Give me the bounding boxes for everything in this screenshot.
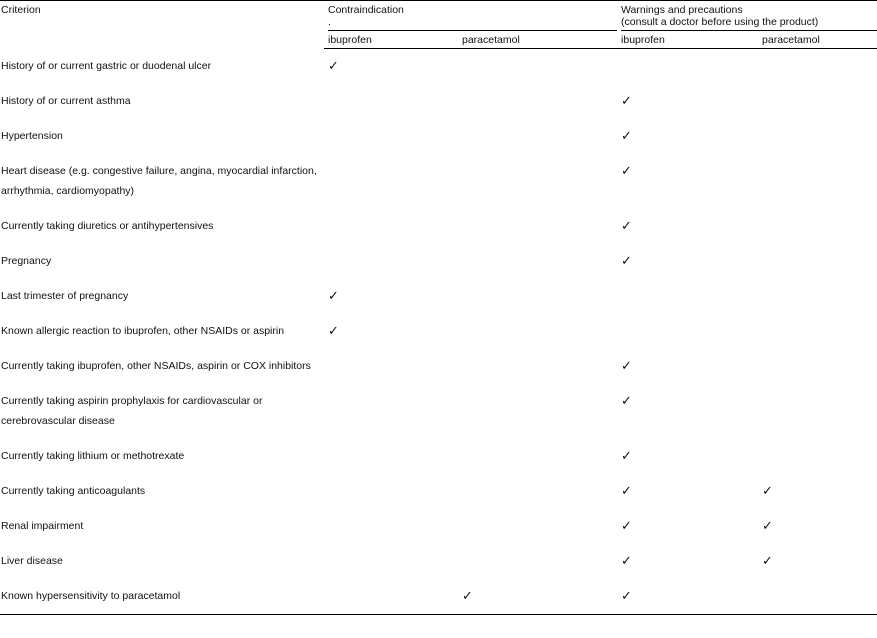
contraindication-paracetamol-cell: [458, 279, 617, 314]
ci-paracetamol-header: paracetamol: [458, 31, 617, 49]
contraindication-ibuprofen-cell: [324, 349, 458, 384]
contraindication-ibuprofen-cell: [324, 474, 458, 509]
contraindication-ibuprofen-cell: ✓: [328, 288, 339, 303]
table-row: [0, 314, 877, 349]
table-row: [0, 384, 877, 439]
table-body: [0, 49, 877, 615]
contraindication-paracetamol-cell: [458, 349, 617, 384]
table-header: [0, 1, 877, 49]
warning-paracetamol-cell: [755, 244, 877, 279]
criterion-cell: History of or current gastric or duodenal ulcer: [1, 59, 212, 72]
criterion-header-label: Criterion: [1, 4, 41, 16]
contraindication-paracetamol-cell: [458, 209, 617, 244]
criterion-cell: Last trimester of pregnancy: [1, 290, 129, 302]
warning-paracetamol-cell: [755, 384, 877, 439]
warnings-header-inner: [621, 4, 877, 31]
table-row: [0, 209, 877, 244]
table-row: [0, 119, 877, 154]
criterion-cell: Known hypersensitivity to paracetamol: [0, 579, 324, 615]
criterion-cell: Renal impairment: [1, 520, 84, 532]
warnings-label-line1: Warnings and precautions: [621, 4, 743, 16]
warning-ibuprofen-cell: ✓: [617, 579, 755, 615]
warning-ibuprofen-cell: ✓: [621, 553, 632, 568]
warning-paracetamol-cell: [755, 349, 877, 384]
warning-paracetamol-cell: [755, 439, 877, 474]
contraindication-group-header: [324, 1, 617, 32]
contraindication-paracetamol-cell: [458, 119, 617, 154]
warning-paracetamol-cell: [755, 209, 877, 244]
contraindication-ibuprofen-cell: [324, 509, 458, 544]
table-row: [0, 279, 877, 314]
criterion-cell: Pregnancy: [1, 255, 52, 267]
warning-paracetamol-cell: [755, 154, 877, 209]
warning-paracetamol-cell: [755, 279, 877, 314]
warning-paracetamol-cell: ✓: [762, 483, 773, 498]
contraindication-ibuprofen-cell: [324, 384, 458, 439]
contraindication-note: .: [328, 16, 331, 28]
contraindication-paracetamol-cell: [458, 84, 617, 119]
warning-ibuprofen-cell: [617, 279, 755, 314]
contraindication-paracetamol-cell: [458, 544, 617, 579]
table-row: [0, 84, 877, 119]
wp-paracetamol-header: paracetamol: [755, 31, 877, 49]
contraindication-paracetamol-cell: [458, 314, 617, 349]
warning-paracetamol-cell: ✓: [762, 518, 773, 533]
criterion-cell: Currently taking anticoagulants: [1, 485, 146, 497]
criterion-cell: Currently taking lithium or methotrexate: [1, 450, 185, 462]
criterion-cell: Known allergic reaction to ibuprofen, other NSAIDs or aspirin: [1, 325, 285, 337]
contraindication-ibuprofen-cell: [324, 579, 458, 615]
contraindication-ibuprofen-cell: [324, 544, 458, 579]
warning-paracetamol-cell: [755, 314, 877, 349]
contraindication-paracetamol-cell: [458, 474, 617, 509]
warning-ibuprofen-cell: ✓: [621, 128, 632, 143]
contraindication-ibuprofen-cell: [324, 119, 458, 154]
contraindication-paracetamol-cell: [458, 384, 617, 439]
criterion-cell: Currently taking diuretics or antihypertensives: [1, 220, 214, 232]
table-row: [0, 579, 877, 615]
table-row: [0, 349, 877, 384]
criterion-cell: Liver disease: [1, 555, 63, 567]
warning-ibuprofen-cell: [617, 49, 755, 85]
criterion-cell: Heart disease (e.g. congestive failure, angina, myocardial infarction, arrhythmia, cardiomyopathy): [1, 165, 317, 197]
wp-ibuprofen-header: ibuprofen: [617, 31, 755, 49]
warnings-group-header: [617, 1, 877, 32]
contraindication-ibuprofen-cell: [324, 209, 458, 244]
criterion-header: [0, 1, 324, 49]
warning-paracetamol-cell: [755, 579, 877, 615]
table-row: [0, 474, 877, 509]
warning-paracetamol-cell: [755, 119, 877, 154]
contraindication-ibuprofen-cell: [324, 244, 458, 279]
warnings-label-line2: (consult a doctor before using the product): [621, 16, 819, 28]
contraindication-ibuprofen-cell: [324, 439, 458, 474]
warning-ibuprofen-cell: ✓: [621, 218, 632, 233]
warning-ibuprofen-cell: ✓: [621, 253, 632, 268]
contraindication-label: Contraindication: [328, 4, 404, 16]
ci-ibuprofen-header: ibuprofen: [324, 31, 458, 49]
contraindication-ibuprofen-cell: [324, 84, 458, 119]
contraindication-ibuprofen-cell: [324, 154, 458, 209]
criterion-cell: Currently taking ibuprofen, other NSAIDs, aspirin or COX inhibitors: [1, 360, 311, 372]
criterion-cell: History of or current asthma: [1, 95, 131, 107]
contraindication-paracetamol-cell: [458, 49, 617, 85]
contraindication-ibuprofen-cell: ✓: [328, 58, 339, 73]
contraindication-paracetamol-cell: [458, 509, 617, 544]
warning-ibuprofen-cell: ✓: [621, 93, 632, 108]
warning-ibuprofen-cell: ✓: [621, 163, 632, 178]
warning-paracetamol-cell: [755, 49, 877, 85]
warning-ibuprofen-cell: ✓: [621, 483, 632, 498]
contraindication-paracetamol-cell: [458, 154, 617, 209]
warning-paracetamol-cell: ✓: [762, 553, 773, 568]
criterion-cell: Currently taking aspirin prophylaxis for cardiovascular or cerebrovascular disease: [1, 395, 263, 427]
table-row: [0, 154, 877, 209]
contraindication-paracetamol-cell: ✓: [458, 579, 617, 615]
contraindication-header-inner: [328, 4, 617, 31]
warning-ibuprofen-cell: ✓: [621, 518, 632, 533]
contraindication-paracetamol-cell: [458, 439, 617, 474]
warning-ibuprofen-cell: ✓: [621, 393, 632, 408]
warning-ibuprofen-cell: [617, 314, 755, 349]
criterion-cell: Hypertension: [1, 130, 63, 142]
table-row: [0, 509, 877, 544]
contraindication-paracetamol-cell: [458, 244, 617, 279]
contraindication-ibuprofen-cell: ✓: [328, 323, 339, 338]
table-row: [0, 439, 877, 474]
warning-ibuprofen-cell: ✓: [621, 358, 632, 373]
warning-ibuprofen-cell: ✓: [621, 448, 632, 463]
table-row: [0, 244, 877, 279]
table-row: [0, 544, 877, 579]
table-row: [0, 49, 877, 85]
warning-paracetamol-cell: [755, 84, 877, 119]
